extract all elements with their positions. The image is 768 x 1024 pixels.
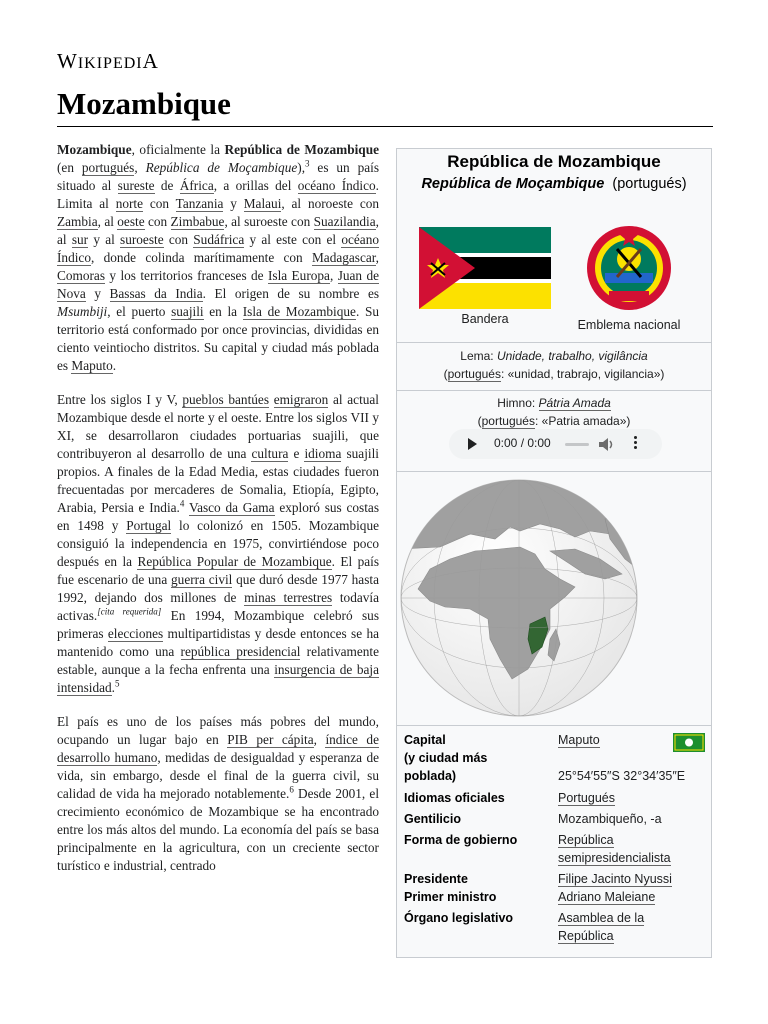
article-paragraph-2 — [57, 391, 379, 697]
text-run: , al — [57, 214, 379, 247]
text-run: con — [144, 214, 171, 229]
text-run: es un país situado al — [57, 160, 380, 193]
article-link[interactable]: idioma — [304, 446, 342, 461]
reference-link[interactable]: 4 — [179, 498, 185, 509]
article-link[interactable]: Malaui — [243, 196, 282, 211]
text-run: y — [85, 286, 110, 301]
text-run: . — [112, 358, 117, 373]
text-run: , donde colinda marítimamente con — [90, 250, 312, 265]
flag-caption[interactable]: Bandera — [461, 312, 509, 326]
article-link[interactable]: índice de desarrollo humano — [57, 732, 379, 765]
capital-link[interactable]: Maputo — [558, 733, 600, 747]
article-link[interactable]: Isla Europa — [267, 268, 330, 283]
text-run: relativamente estable, aunque a la fecha enfrenta una — [57, 644, 380, 677]
text-run — [269, 392, 274, 407]
text-run: y los territorios franceses de — [105, 268, 268, 283]
text-run: Entre los siglos I y V, — [57, 392, 183, 407]
article-link[interactable]: Vasco da Gama — [188, 500, 275, 515]
capital-coordinates[interactable]: 25°54′55″S 32°34′35″E — [558, 769, 686, 783]
article-link[interactable]: Isla de Mozambique — [242, 304, 356, 319]
article-link[interactable]: Madagascar — [311, 250, 376, 265]
emblem-caption[interactable]: Emblema nacional — [577, 318, 681, 332]
text-run: de — [154, 178, 180, 193]
text-run: y — [223, 196, 244, 211]
text-run: , — [375, 250, 379, 265]
article-link[interactable]: océano Índico — [297, 178, 376, 193]
language-link[interactable]: Portugués — [558, 791, 615, 805]
article-link[interactable]: pueblos bantúes — [182, 392, 270, 407]
article-link[interactable]: oeste — [117, 214, 145, 229]
anthem-link[interactable]: Pátria Amada — [538, 396, 611, 410]
title-divider — [57, 126, 713, 127]
citation-needed-link[interactable]: [cita requerida] — [97, 606, 162, 617]
anthem-language-link[interactable]: portugués — [481, 414, 535, 428]
article-link[interactable]: guerra civil — [171, 572, 233, 587]
italic-text: República de Moçambique — [145, 160, 298, 175]
text-run: con — [163, 232, 194, 247]
article-link[interactable]: insurgencia de baja intensidad — [57, 662, 379, 695]
text-run: , el puerto — [107, 304, 172, 319]
text-run: (en — [57, 160, 82, 175]
infobox-divider — [397, 725, 711, 726]
text-run: exploró sus costas en 1498 y — [57, 500, 379, 533]
article-link[interactable]: Sudáfrica — [193, 232, 245, 247]
article-link[interactable]: cultura — [251, 446, 289, 461]
article-link[interactable]: Portugal — [126, 518, 172, 533]
text-run: todavía activas. — [57, 590, 379, 623]
text-run: multipartidistas y desde entonces se ha mantenido como una — [57, 626, 379, 659]
more-options-icon[interactable] — [634, 436, 638, 451]
bold-text: Mozambique — [57, 142, 132, 157]
text-run: El país es uno de los países más pobres del mundo, ocupando un lugar bajo en — [57, 714, 379, 747]
article-link[interactable]: Suazilandia — [313, 214, 376, 229]
text-run: , oficialmente la — [131, 142, 225, 157]
page-title: Mozambique — [57, 86, 231, 121]
article-paragraph-3 — [57, 713, 379, 875]
text-run: que duró desde 1977 hasta 1992, dejando dos millones de — [57, 572, 379, 605]
motto-language-link[interactable]: portugués — [447, 367, 501, 381]
article-link[interactable]: norte — [115, 196, 144, 211]
text-run: . El origen de su nombre es — [202, 286, 380, 301]
article-link[interactable]: portugués — [81, 160, 135, 175]
president-link[interactable]: Filipe Jacinto Nyussi — [558, 872, 672, 886]
text-run: , al — [97, 214, 118, 229]
text-run: . Su territorio está conformado por once provincias, divididas en ciento veintiocho distritos. Su capital y ciudad más poblada es — [57, 304, 379, 373]
text-run: . — [111, 680, 115, 695]
article-link[interactable]: océano Índico — [57, 232, 379, 265]
article-link[interactable]: Zimbabue — [170, 214, 225, 229]
article-link[interactable]: suajili — [171, 304, 204, 319]
text-run: e — [288, 446, 305, 461]
legislature-link[interactable]: Asamblea de la República — [558, 911, 645, 943]
article-link[interactable]: República Popular de Mozambique — [137, 554, 332, 569]
article-link[interactable]: Zambia — [57, 214, 98, 229]
text-run: y al este con el — [244, 232, 342, 247]
infobox-title: República de Mozambique — [447, 152, 661, 171]
reference-link[interactable]: 5 — [114, 678, 120, 689]
text-run: , — [134, 160, 146, 175]
reference-link[interactable]: 6 — [289, 784, 294, 795]
text-run: , — [313, 732, 326, 747]
text-run: , al suroeste con — [224, 214, 314, 229]
text-run: al actual Mozambique desde el norte y el oeste. Entre los siglos VII y XI, se desarrollaron ciudades portuarias suajili, que contribuyeron al desarrollo de una — [57, 392, 380, 461]
article-paragraph-1 — [57, 141, 379, 375]
bold-text: República de Mozambique — [224, 142, 379, 157]
text-run: ), — [297, 160, 306, 175]
motto: Lema: Unidade, trabalho, vigilância (portugués: «unidad, trabrajo, vigilancia») — [443, 349, 665, 381]
text-run: suajili propios. A finales de la Edad Media, estas ciudades fueron frecuentadas por mercaderes de Somalia, Etiopía, Egipto, Arabia, Persia e India. — [57, 446, 379, 515]
article-link[interactable]: elecciones — [107, 626, 164, 641]
reference-link[interactable]: 3 — [305, 158, 310, 169]
audio-player — [449, 429, 662, 459]
audio-progress-bar[interactable] — [565, 443, 589, 446]
infobox-divider — [397, 342, 711, 343]
location-globe-map[interactable] — [400, 479, 638, 717]
infobox-divider — [397, 471, 711, 472]
flag-image[interactable] — [419, 227, 551, 309]
text-run: En 1994, Mozambique celebró sus primeras — [57, 608, 379, 641]
text-run: . El país fue escenario de una — [57, 554, 379, 587]
text-run: , a orillas del — [213, 178, 298, 193]
article-link[interactable]: sur — [71, 232, 89, 247]
infobox-divider — [397, 390, 711, 391]
anthem: Himno: Pátria Amada (portugués: «Patria amada») — [477, 396, 631, 428]
article-link[interactable]: república presidencial — [180, 644, 301, 659]
article-link[interactable]: Bassas da India — [109, 286, 203, 301]
article-link[interactable]: emigraron — [273, 392, 329, 407]
text-run: , al noroeste con — [281, 196, 380, 211]
prime-minister-link[interactable]: Adriano Maleiane — [558, 890, 656, 904]
article-link[interactable]: sureste — [117, 178, 155, 193]
article-link[interactable]: África — [179, 178, 214, 193]
article-link[interactable]: minas terrestres — [244, 590, 333, 605]
article-link[interactable]: Juan de Nova — [57, 268, 380, 301]
text-run: , medidas de desigualdad y esperanza de vida, sin embargo, desde el final de la guerra civil, su calidad de vida ha mejorado notablemente. — [57, 750, 379, 801]
article-link[interactable]: suroeste — [120, 232, 164, 247]
text-run: . Limita al — [57, 178, 379, 211]
article-link[interactable]: Comoras — [57, 268, 106, 283]
emblem-image[interactable] — [583, 221, 675, 315]
text-run: en la — [203, 304, 243, 319]
text-run: Desde 2001, el crecimiento económico de Mozambique se ha encontrado entre los más altos del mundo. La economía del país se basa principalmente en la agricultura, con un creciente sector turístico e industrial, centrado — [57, 786, 380, 873]
play-icon[interactable] — [468, 438, 477, 450]
wikipedia-wordmark[interactable]: WIKIPEDIA — [57, 49, 159, 73]
text-run: lo colonizó en 1505. Mozambique consiguió la independencia en 1975, convirtiéndose poco después en la — [57, 518, 379, 569]
capital-flag-icon[interactable] — [673, 733, 705, 752]
text-run: , — [329, 268, 338, 283]
audio-time: 0:00 / 0:00 — [494, 436, 551, 450]
infobox-native-name: República de Moçambique (portugués) — [421, 176, 687, 192]
article-body — [57, 141, 379, 891]
italic-text: Msumbiji — [57, 304, 108, 319]
text-run: y al — [88, 232, 121, 247]
article-link[interactable]: Maputo — [71, 358, 113, 373]
volume-icon[interactable] — [599, 438, 615, 451]
article-link[interactable]: PIB per cápita — [227, 732, 314, 747]
text-run: con — [143, 196, 176, 211]
article-link[interactable]: Tanzania — [175, 196, 224, 211]
government-link[interactable]: República semipresidencialista — [558, 833, 671, 865]
infobox: República de Mozambique República de Moçambique (portugués) Bandera Emblema nacional Lema: Unidade, trabalho, vigilância (portugués: «unidad, trabrajo, vigilancia») Himno: Pátria Amada (portugués: «Patria amada») 0:00 / 0:00 Capital (y ciudad más poblada) Maputo 25°54′55″S 32°34′35″E Idiomas oficiales Portugués Gentilicio Mozambiqueño, -a Forma de gobierno República semipresidencialista Presidente Filipe Jacinto Nyussi Primer ministro Adriano Maleiane Órgano legislativo Asamblea de la República — [396, 148, 712, 958]
